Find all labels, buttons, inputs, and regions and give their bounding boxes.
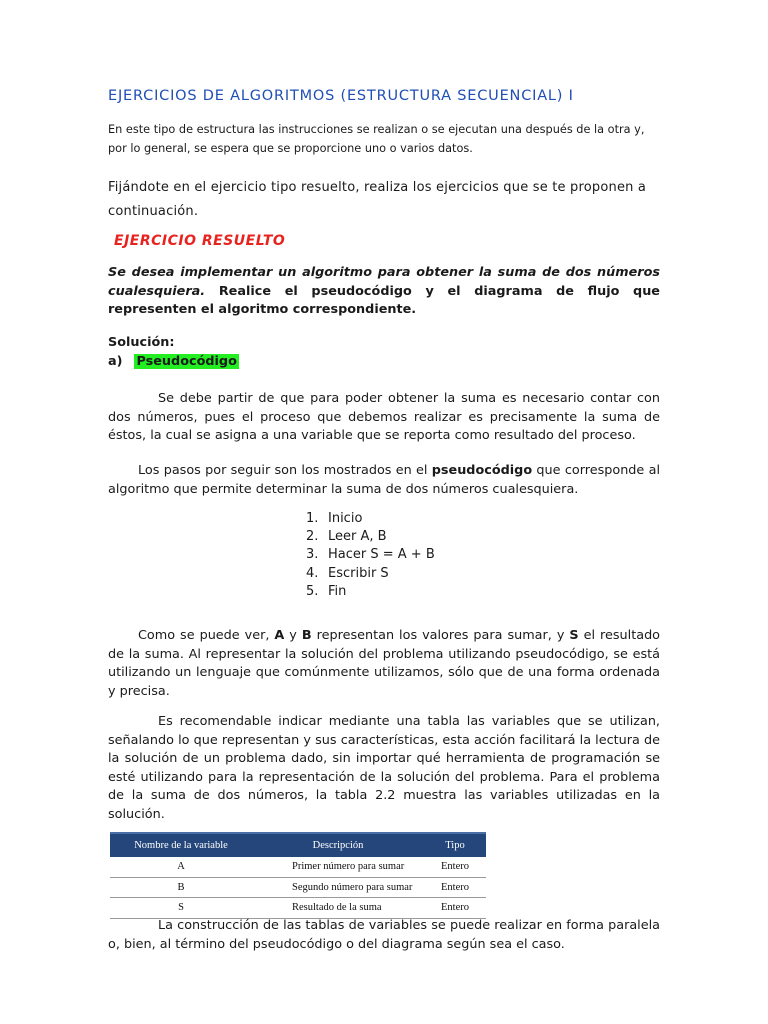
paragraph-5: La construcción de las tablas de variables se puede realizar en forma paralela o, bien, al término del pseudocódigo o del diagrama según sea el caso. xyxy=(108,918,660,952)
step-number: 5. xyxy=(306,583,319,599)
table-cell: Segundo número para sumar xyxy=(252,877,424,898)
item-a xyxy=(108,354,239,369)
table-cell: B xyxy=(110,877,252,898)
pseudocode-steps xyxy=(306,510,435,601)
paragraph-2-before: Los pasos por seguir son los mostrados en el xyxy=(138,463,432,478)
step-number: 3. xyxy=(306,547,319,563)
step-number: 4. xyxy=(306,565,319,581)
paragraph-3-text: y xyxy=(284,628,302,643)
paragraph-4: Es recomendable indicar mediante una tabla las variables que se utilizan, señalando lo que representan y sus características, esta acción facilitará la lectura de la solución de un problema dado, sin importar qué herramienta de programación se esté utilizando para la representación de la solución del problema. Para el problema de la suma de dos números, la tabla 2.2 muestra las variables utilizadas en la solución. xyxy=(108,714,660,822)
table-row xyxy=(110,857,486,877)
variable-s-bold: S xyxy=(569,628,579,643)
paragraph-2 xyxy=(108,462,660,499)
solution-label: Solución: xyxy=(108,335,175,350)
problem-statement-italic: Se desea implementar un algoritmo para obtener la suma de dos números cualesquiera. xyxy=(108,265,660,299)
step-text: Hacer S = A + B xyxy=(328,547,435,563)
table-row xyxy=(110,898,486,919)
intro-text: En este tipo de estructura las instrucciones se realizan o se ejecutan una después de la otra y, por lo general, se espera que se proporcione uno o varios datos. xyxy=(108,123,645,155)
step-text: Fin xyxy=(328,583,347,599)
page-title: EJERCICIOS DE ALGORITMOS (ESTRUCTURA SECUENCIAL) I xyxy=(108,88,574,104)
paragraph-3 xyxy=(108,627,660,701)
item-a-marker: a) xyxy=(108,354,123,369)
paragraph-2-after: que corresponde al algoritmo que permite determinar la suma de dos números cualesquiera. xyxy=(108,463,660,497)
variables-table xyxy=(110,832,486,919)
step-item xyxy=(306,510,435,528)
table-header-tipo: Tipo xyxy=(424,833,486,857)
paragraph-3-text: representan los valores para sumar, y xyxy=(311,628,570,643)
variable-a-bold: A xyxy=(274,628,285,643)
section-heading-ejercicio-resuelto: EJERCICIO RESUELTO xyxy=(114,233,286,249)
step-number: 2. xyxy=(306,529,319,545)
step-text: Inicio xyxy=(328,511,363,526)
table-cell: A xyxy=(110,857,252,877)
problem-statement-rest: Realice el pseudocódigo y el diagrama de flujo que representen el algoritmo correspondiente. xyxy=(108,283,660,317)
paragraph-2-bold: pseudocódigo xyxy=(431,463,533,478)
variable-b-bold: B xyxy=(301,628,312,643)
instruction-text: Fijándote en el ejercicio tipo resuelto, realiza los ejercicios que se te proponen a continuación. xyxy=(108,180,647,219)
table-cell: Entero xyxy=(424,857,486,877)
table-header-descripcion: Descripción xyxy=(252,833,424,857)
table-cell: Entero xyxy=(424,898,486,919)
step-item xyxy=(306,565,435,583)
paragraph-3-text: el resultado de la suma. Al representar la solución del problema utilizando pseudocódigo, se está utilizando un lenguaje que comúnmente utilizamos, sólo que de una forma ordenada y precisa. xyxy=(108,628,661,699)
table-cell: S xyxy=(110,898,252,919)
step-item xyxy=(306,583,435,601)
table-cell: Resultado de la suma xyxy=(252,898,424,919)
step-number: 1. xyxy=(306,511,319,526)
table-header-nombre: Nombre de la variable xyxy=(110,833,252,857)
table-cell: Primer número para sumar xyxy=(252,857,424,877)
table-cell: Entero xyxy=(424,877,486,898)
step-text: Leer A, B xyxy=(328,529,387,545)
item-a-highlighted-label: Pseudocódigo xyxy=(136,354,237,369)
table-header-row xyxy=(110,833,486,857)
step-item xyxy=(306,528,435,546)
table-row xyxy=(110,877,486,898)
problem-statement xyxy=(108,264,660,320)
paragraph-1: Se debe partir de que para poder obtener la suma es necesario contar con dos números, pues el proceso que debemos realizar es precisamente la suma de éstos, la cual se asigna a una variable que se reporta como resultado del proceso. xyxy=(108,391,660,444)
step-item xyxy=(306,546,435,564)
step-text: Escribir S xyxy=(328,565,389,581)
paragraph-3-text: Como se puede ver, xyxy=(138,628,275,643)
